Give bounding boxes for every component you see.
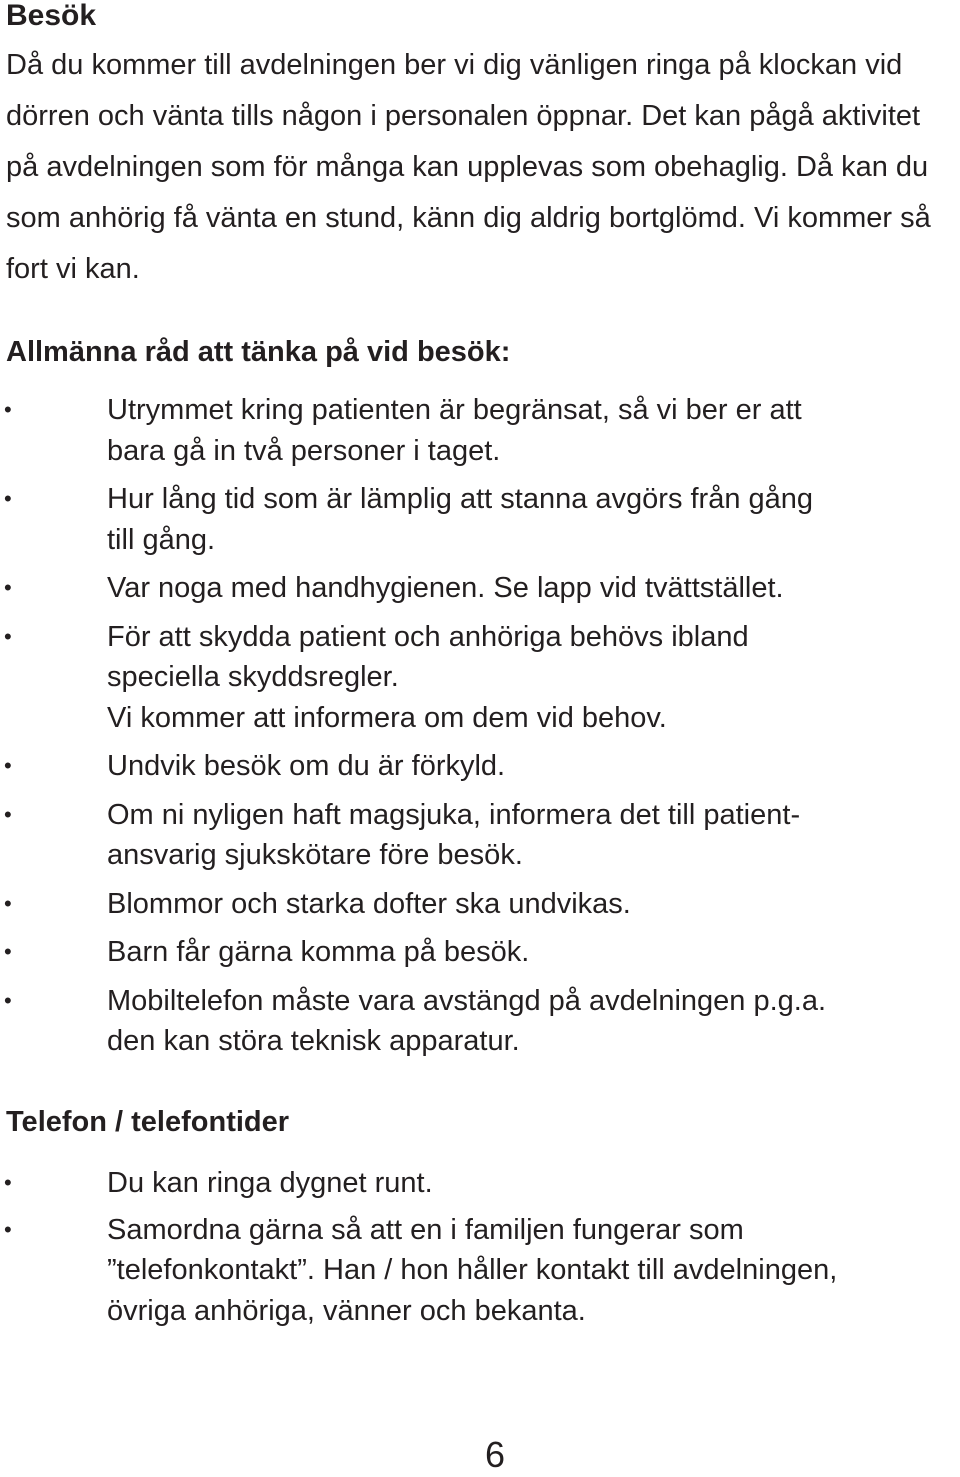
- phone-item-text: Du kan ringa dygnet runt.: [107, 1167, 433, 1199]
- advice-item-text: ansvarig sjukskötare före besök.: [107, 839, 523, 871]
- bullet-dot-icon: •: [4, 623, 12, 649]
- bullet-dot-icon: •: [4, 987, 12, 1013]
- advice-item-text: Barn får gärna komma på besök.: [107, 936, 530, 968]
- advice-item: [0, 617, 960, 739]
- advice-item-text: speciella skyddsregler.: [107, 661, 399, 693]
- phone-item: [0, 1210, 960, 1332]
- advice-item-text: Blommor och starka dofter ska undvikas.: [107, 887, 631, 920]
- advice-item-text: Om ni nyligen haft magsjuka, informera det till patient-: [107, 798, 801, 831]
- advice-item: [0, 390, 960, 471]
- advice-item: [0, 479, 960, 560]
- page-number: 6: [484, 1434, 506, 1475]
- bullet-dot-icon: •: [4, 397, 12, 422]
- phone-item: [0, 1163, 960, 1204]
- advice-item-text: till gång.: [107, 523, 216, 556]
- bullet-dot-icon: •: [4, 753, 12, 778]
- phone-list: [0, 1163, 960, 1331]
- phone-heading: Telefon / telefontider: [6, 1106, 290, 1138]
- bullet-dot-icon: •: [4, 939, 12, 964]
- advice-item-text: bara gå in två personer i taget.: [107, 434, 501, 467]
- advice-item-text: För att skydda patient och anhöriga behövs ibland: [107, 620, 749, 653]
- advice-list: [0, 390, 960, 1062]
- advice-heading: Allmänna råd att tänka på vid besök:: [6, 336, 511, 368]
- bullet-dot-icon: •: [4, 486, 12, 511]
- phone-item-text: övriga anhöriga, vänner och bekanta.: [107, 1294, 586, 1327]
- intro-paragraph: Då du kommer till avdelningen ber vi dig vänligen ringa på klockan vid dörren och vänta tills någon i personalen öppnar. Det kan pågå aktivitet på avdelningen som för många kan upplevas som obehaglig. Då kan du som anhörig få vänta en stund, känn dig aldrig bortglömd. Vi kommer så fort vi kan.: [6, 49, 931, 285]
- advice-item: [0, 746, 960, 787]
- advice-item-text: Utrymmet kring patienten är begränsat, så vi ber er att: [107, 394, 802, 426]
- phone-item-text: ”telefonkontakt”. Han / hon håller kontakt till avdelningen,: [107, 1254, 838, 1286]
- advice-item-text: Vi kommer att informera om dem vid behov.: [107, 701, 667, 734]
- bullet-dot-icon: •: [4, 801, 12, 827]
- phone-item-text: Samordna gärna så att en i familjen fungerar som: [107, 1213, 744, 1246]
- advice-item-text: den kan störa teknisk apparatur.: [107, 1025, 520, 1057]
- advice-item: [0, 981, 960, 1062]
- advice-item-text: Var noga med handhygienen. Se lapp vid tvättstället.: [107, 572, 784, 604]
- advice-item: [0, 932, 960, 973]
- advice-item: [0, 795, 960, 876]
- advice-item-text: Undvik besök om du är förkyld.: [107, 750, 506, 782]
- bullet-dot-icon: •: [4, 575, 12, 600]
- bullet-dot-icon: •: [4, 1170, 12, 1195]
- bullet-dot-icon: •: [4, 1216, 12, 1242]
- section-heading: Besök: [6, 0, 97, 32]
- advice-item-text: Mobiltelefon måste vara avstängd på avdelningen p.g.a.: [107, 984, 827, 1017]
- bullet-dot-icon: •: [4, 890, 12, 916]
- advice-item: [0, 884, 960, 925]
- advice-item: [0, 568, 960, 609]
- advice-item-text: Hur lång tid som är lämplig att stanna avgörs från gång: [107, 483, 814, 515]
